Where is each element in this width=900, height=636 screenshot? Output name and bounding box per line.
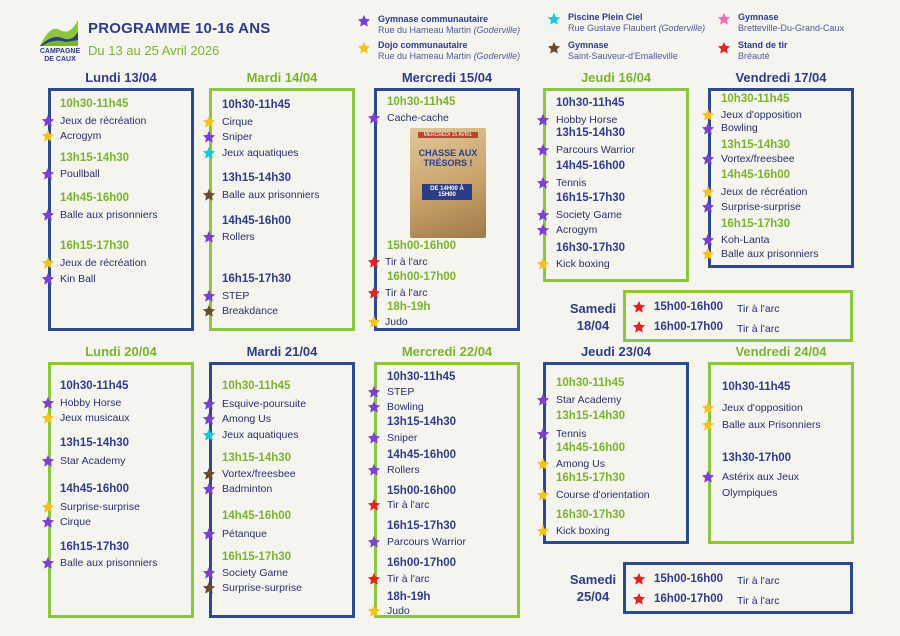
yellow-star-icon <box>41 129 55 143</box>
activity: Among Us <box>556 458 606 470</box>
purple-star-icon <box>367 385 381 399</box>
purple-star-icon <box>701 152 715 166</box>
time-slot: 13h30-17h00 <box>722 452 792 464</box>
activity: Tir à l'arc <box>737 575 780 587</box>
yellow-star-icon <box>536 488 550 502</box>
time-slot: 16h00-17h00 <box>387 557 457 569</box>
yellow-star-icon <box>701 185 715 199</box>
purple-star-icon <box>536 223 550 237</box>
purple-star-icon <box>701 233 715 247</box>
time-slot: 10h30-11h45 <box>387 371 456 383</box>
time-slot: 10h30-11h45 <box>60 98 129 110</box>
time-slot: 16h00-17h00 <box>387 271 457 283</box>
brown-star-icon <box>547 41 561 55</box>
brown-star-icon <box>202 304 216 318</box>
time-slot: 15h00-16h00 <box>387 240 457 252</box>
activity: Badminton <box>222 483 273 495</box>
legend-stand-de-tir: Stand de tir Bréauté <box>738 40 788 61</box>
time-slot: 14h45-16h00 <box>387 449 457 461</box>
activity: Jeux aquatiques <box>222 429 299 441</box>
yellow-star-icon <box>41 256 55 270</box>
activity: Tir à l'arc <box>737 595 780 607</box>
activity: Tennis <box>556 428 587 440</box>
time-slot: 13h15-14h30 <box>556 127 626 139</box>
red-star-icon <box>632 592 646 606</box>
activity: Jeux de récréation <box>721 186 808 198</box>
activity: Parcours Warrior <box>556 144 635 156</box>
day-lundi-13: Lundi 13/04 <box>85 70 157 85</box>
activity: Vortex/freesbee <box>721 153 795 165</box>
brown-star-icon <box>202 467 216 481</box>
activity: Koh-Lanta <box>721 234 770 246</box>
purple-star-icon <box>357 14 371 28</box>
purple-star-icon <box>536 113 550 127</box>
time-slot: 10h30-11h45 <box>722 381 791 393</box>
activity: Poullball <box>60 168 100 180</box>
activity: Tir à l'arc <box>385 287 428 299</box>
activity: Rollers <box>222 231 255 243</box>
day-mercredi-15: Mercredi 15/04 <box>401 70 493 85</box>
day-jeudi-23: Jeudi 23/04 <box>580 344 652 359</box>
activity: Cirque <box>60 516 91 528</box>
time-slot: 10h30-11h45 <box>222 99 291 111</box>
page-title: PROGRAMME 10-16 ANS <box>88 20 271 37</box>
time-slot: 16h15-17h30 <box>60 541 130 553</box>
legend-piscine: Piscine Plein Ciel Rue Gustave Flaubert (Goderville) <box>568 12 706 33</box>
activity: Sniper <box>222 131 253 143</box>
yellow-star-icon <box>536 457 550 471</box>
time-slot: 10h30-11h45 <box>556 377 625 389</box>
red-star-icon <box>367 286 381 300</box>
yellow-star-icon <box>41 411 55 425</box>
time-slot: 16h30-17h30 <box>556 242 626 254</box>
activity: Kin Ball <box>60 273 96 285</box>
purple-star-icon <box>701 200 715 214</box>
activity: Jeux d'opposition <box>721 109 802 121</box>
activity: Balle aux prisonniers <box>60 557 158 569</box>
activity: Society Game <box>222 567 288 579</box>
time-slot: 16h00-17h00 <box>654 321 724 333</box>
activity: Star Academy <box>556 394 622 406</box>
time-slot: 16h15-17h30 <box>222 273 292 285</box>
time-slot: 14h45-16h00 <box>556 160 626 172</box>
purple-star-icon <box>536 176 550 190</box>
activity: Kick boxing <box>556 525 610 537</box>
time-slot: 13h15-14h30 <box>222 452 292 464</box>
legend-gymnase-bretteville: Gymnase Bretteville-Du-Grand-Caux <box>738 12 845 33</box>
day-vendredi-24: Vendredi 24/04 <box>735 344 827 359</box>
yellow-star-icon <box>357 41 371 55</box>
yellow-star-icon <box>367 315 381 329</box>
activity: Tir à l'arc <box>737 303 780 315</box>
purple-star-icon <box>536 208 550 222</box>
brown-star-icon <box>202 188 216 202</box>
activity: Balle aux prisonniers <box>721 248 819 260</box>
time-slot: 14h45-16h00 <box>60 483 130 495</box>
purple-star-icon <box>536 143 550 157</box>
day-mercredi-22: Mercredi 22/04 <box>401 344 493 359</box>
activity: Parcours Warrior <box>387 536 466 548</box>
activity: Surprise-surprise <box>60 501 140 513</box>
cyan-star-icon <box>547 12 561 26</box>
legend-gymnase-emalleville: Gymnase Saint-Sauveur-d'Emalleville <box>568 40 678 61</box>
activity: Balle aux prisonniers <box>60 209 158 221</box>
time-slot: 13h15-14h30 <box>721 139 791 151</box>
time-slot: 16h30-17h30 <box>556 509 626 521</box>
activity: Kick boxing <box>556 258 610 270</box>
purple-star-icon <box>367 111 381 125</box>
day-jeudi-16: Jeudi 16/04 <box>580 70 652 85</box>
purple-star-icon <box>367 431 381 445</box>
purple-star-icon <box>202 397 216 411</box>
day-lundi-20: Lundi 20/04 <box>85 344 157 359</box>
activity: Acrogym <box>60 130 102 142</box>
time-slot: 16h15-17h30 <box>387 520 457 532</box>
day-vendredi-17: Vendredi 17/04 <box>735 70 827 85</box>
activity: STEP <box>387 386 415 398</box>
activity: Balle aux prisonniers <box>222 189 320 201</box>
time-slot: 18h-19h <box>387 591 431 603</box>
logo-text: CAMPAGNE DE CAUX <box>39 48 81 63</box>
activity: Balle aux Prisonniers <box>722 419 821 431</box>
purple-star-icon <box>701 470 715 484</box>
activity: Cache-cache <box>387 112 449 124</box>
activity: Jeux de récréation <box>60 257 147 269</box>
time-slot: 14h45-16h00 <box>222 510 292 522</box>
purple-star-icon <box>202 289 216 303</box>
time-slot: 13h15-14h30 <box>387 416 457 428</box>
purple-star-icon <box>367 400 381 414</box>
activity: Course d'orientation <box>556 489 650 501</box>
time-slot: 16h00-17h00 <box>654 593 724 605</box>
activity: Breakdance <box>222 305 279 317</box>
chasse-aux-tresors-poster: MERCREDI 15 AVRIL CHASSE AUX TRÉSORS ! DE 14H00 À 15H00 <box>410 128 486 238</box>
time-slot: 10h30-11h45 <box>387 96 456 108</box>
activity: Rollers <box>387 464 420 476</box>
purple-star-icon <box>536 427 550 441</box>
purple-star-icon <box>41 454 55 468</box>
yellow-star-icon <box>41 500 55 514</box>
activity: Star Academy <box>60 455 126 467</box>
cyan-star-icon <box>202 146 216 160</box>
purple-star-icon <box>202 566 216 580</box>
time-slot: 16h15-17h30 <box>556 472 626 484</box>
purple-star-icon <box>701 122 715 136</box>
time-slot: 14h45-16h00 <box>222 215 292 227</box>
activity: Tir à l'arc <box>387 499 430 511</box>
time-slot: 13h15-14h30 <box>60 437 130 449</box>
time-slot: 15h00-16h00 <box>654 573 724 585</box>
yellow-star-icon <box>202 115 216 129</box>
time-slot: 18h-19h <box>387 301 431 313</box>
time-slot: 13h15-14h30 <box>556 410 626 422</box>
day-samedi-18: Samedi 18/04 <box>569 301 617 333</box>
yellow-star-icon <box>536 524 550 538</box>
activity: Astérix aux Jeux <box>722 471 800 483</box>
purple-star-icon <box>367 535 381 549</box>
red-star-icon <box>717 41 731 55</box>
activity: Hobby Horse <box>556 114 618 126</box>
activity: Jeux musicaux <box>60 412 130 424</box>
page-subtitle: Du 13 au 25 Avril 2026 <box>88 43 220 58</box>
activity: Jeux aquatiques <box>222 147 299 159</box>
purple-star-icon <box>367 463 381 477</box>
time-slot: 16h15-17h30 <box>721 218 791 230</box>
time-slot: 16h15-17h30 <box>222 551 292 563</box>
time-slot: 14h45-16h00 <box>556 442 626 454</box>
time-slot: 10h30-11h45 <box>60 380 129 392</box>
cyan-star-icon <box>202 428 216 442</box>
purple-star-icon <box>41 272 55 286</box>
legend-dojo-communautaire: Dojo communautaire Rue du Hameau Martin (Goderville) <box>378 40 521 61</box>
activity: Acrogym <box>556 224 598 236</box>
red-star-icon <box>632 320 646 334</box>
time-slot: 14h45-16h00 <box>60 192 130 204</box>
activity: Sniper <box>387 432 418 444</box>
day-mardi-14: Mardi 14/04 <box>246 70 318 85</box>
time-slot: 13h15-14h30 <box>222 172 292 184</box>
purple-star-icon <box>202 130 216 144</box>
red-star-icon <box>632 572 646 586</box>
red-star-icon <box>632 300 646 314</box>
day-mardi-21: Mardi 21/04 <box>246 344 318 359</box>
time-slot: 13h15-14h30 <box>60 152 130 164</box>
brown-star-icon <box>202 581 216 595</box>
activity: Esquive-poursuite <box>222 398 307 410</box>
activity: STEP <box>222 290 250 302</box>
red-star-icon <box>367 498 381 512</box>
activity: Olympiques <box>722 487 778 499</box>
purple-star-icon <box>41 114 55 128</box>
time-slot: 10h30-11h45 <box>556 97 625 109</box>
yellow-star-icon <box>536 257 550 271</box>
activity: Bowling <box>721 122 758 134</box>
purple-star-icon <box>41 208 55 222</box>
yellow-star-icon <box>701 401 715 415</box>
red-star-icon <box>367 572 381 586</box>
purple-star-icon <box>41 167 55 181</box>
activity: Judo <box>387 605 410 617</box>
legend-gymnase-communautaire: Gymnase communautaire Rue du Hameau Martin (Goderville) <box>378 14 521 35</box>
time-slot: 10h30-11h45 <box>222 380 291 392</box>
time-slot: 14h45-16h00 <box>721 169 791 181</box>
day-samedi-25: Samedi 25/04 <box>569 572 617 604</box>
purple-star-icon <box>202 230 216 244</box>
activity: Jeux de récréation <box>60 115 147 127</box>
activity: Surprise-surprise <box>721 201 801 213</box>
yellow-star-icon <box>701 247 715 261</box>
activity: Judo <box>385 316 408 328</box>
purple-star-icon <box>536 393 550 407</box>
activity: Tir à l'arc <box>387 573 430 585</box>
purple-star-icon <box>202 412 216 426</box>
pink-star-icon <box>717 12 731 26</box>
purple-star-icon <box>41 556 55 570</box>
purple-star-icon <box>41 396 55 410</box>
time-slot: 15h00-16h00 <box>387 485 457 497</box>
purple-star-icon <box>202 527 216 541</box>
activity: Tennis <box>556 177 587 189</box>
activity: Tir à l'arc <box>737 323 780 335</box>
activity: Vortex/freesbee <box>222 468 296 480</box>
purple-star-icon <box>41 515 55 529</box>
activity: Surprise-surprise <box>222 582 302 594</box>
yellow-star-icon <box>701 108 715 122</box>
activity: Cirque <box>222 116 253 128</box>
yellow-star-icon <box>701 418 715 432</box>
activity: Jeux d'opposition <box>722 402 803 414</box>
activity: Pétanque <box>222 528 267 540</box>
activity: Bowling <box>387 401 424 413</box>
time-slot: 16h15-17h30 <box>556 192 626 204</box>
activity: Hobby Horse <box>60 397 122 409</box>
yellow-star-icon <box>367 604 381 618</box>
activity: Among Us <box>222 413 272 425</box>
activity: Society Game <box>556 209 622 221</box>
time-slot: 10h30-11h45 <box>721 93 790 105</box>
activity: Tir à l'arc <box>385 256 428 268</box>
time-slot: 15h00-16h00 <box>654 301 724 313</box>
purple-star-icon <box>202 482 216 496</box>
time-slot: 16h15-17h30 <box>60 240 130 252</box>
red-star-icon <box>367 255 381 269</box>
